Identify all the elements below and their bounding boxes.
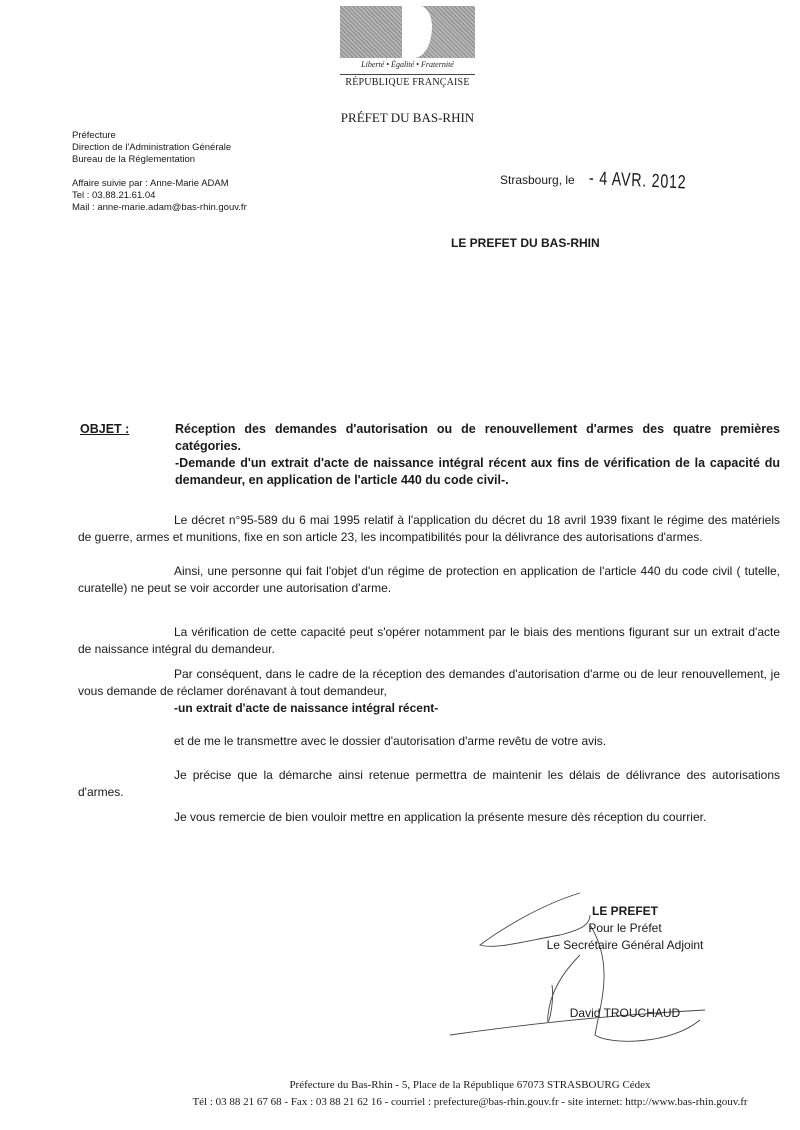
object-line: -Demande d'un extrait d'acte de naissance intégral récent aux fins de vérification de la capacité du demandeur, en application de l'article 440 du code civil-. (175, 456, 780, 487)
object-text (175, 421, 780, 489)
footer-address: Préfecture du Bas-Rhin - 5, Place de la République 67073 STRASBOURG Cédex (289, 1079, 651, 1091)
footer-contact: Tél : 03 88 21 67 68 - Fax : 03 88 21 62 16 - courriel : prefecture@bas-rhin.gouv.fr - site internet: http://www.bas-rhin.gouv.fr (192, 1096, 748, 1108)
contact-phone: Tel : 03.88.21.61.04 (72, 190, 156, 201)
paragraph: Par conséquent, dans le cadre de la réception des demandes d'autorisation d'arme ou de leur renouvellement, je vous demande de réclamer dorénavant à tout demandeur, (78, 667, 780, 698)
date-place: Strasbourg, le (500, 173, 575, 187)
paragraph: Je précise que la démarche ainsi retenue permettra de maintenir les délais de délivrance des autorisations d'armes. (78, 768, 780, 799)
paragraph: et de me le transmettre avec le dossier d'autorisation d'arme revêtu de votre avis. (174, 734, 607, 748)
object-label: OBJET : (80, 422, 130, 436)
paragraph: Le décret n°95-589 du 6 mai 1995 relatif à l'application du décret du 18 avril 1939 fixant le régime des matériels de guerre, armes et munitions, fixe en son article 23, les incompatibilités pour la délivrance des autorisations d'armes. (78, 513, 780, 544)
letterhead-title: PRÉFET DU BAS-RHIN (340, 110, 475, 125)
requested-document: -un extrait d'acte de naissance intégral récent- (174, 701, 439, 715)
object-line: Réception des demandes d'autorisation ou de renouvellement d'armes des quatre premières catégories. (175, 422, 780, 453)
date-stamp: - 4 AVR. 2012 (588, 168, 687, 194)
marianne-logo (340, 6, 475, 58)
signature-role: Le Secrétaire Général Adjoint (546, 938, 704, 952)
author-heading: LE PREFET DU BAS-RHIN (451, 236, 600, 250)
paragraph: Ainsi, une personne qui fait l'objet d'un régime de protection en application de l'article 440 du code civil ( tutelle, curatelle) ne peut se voir accorder une autorisation d'arme. (78, 564, 780, 595)
republic-name: RÉPUBLIQUE FRANÇAISE (340, 74, 475, 88)
contact-email: Mail : anne-marie.adam@bas-rhin.gouv.fr (72, 202, 247, 213)
contact-name: Affaire suivie par : Anne-Marie ADAM (72, 178, 229, 189)
date-line (500, 168, 719, 194)
paragraph: La vérification de cette capacité peut s'opérer notamment par le biais des mentions figurant sur un extrait d'acte de naissance intégral du demandeur. (78, 625, 780, 656)
sender-line: Bureau de la Réglementation (72, 154, 196, 165)
paragraph: Je vous remercie de bien vouloir mettre en application la présente mesure dès réception du courrier. (174, 810, 707, 824)
signature-for: Pour le Préfet (588, 921, 662, 935)
signature-title: LE PREFET (591, 904, 658, 918)
sender-line: Direction de l'Administration Générale (72, 142, 232, 153)
sender-block (72, 130, 247, 214)
signatory-name: David TROUCHAUD (569, 1006, 681, 1020)
sender-line: Préfecture (72, 130, 116, 141)
signature-block (535, 903, 715, 1022)
republic-motto: Liberté • Égalité • Fraternité (361, 60, 454, 69)
